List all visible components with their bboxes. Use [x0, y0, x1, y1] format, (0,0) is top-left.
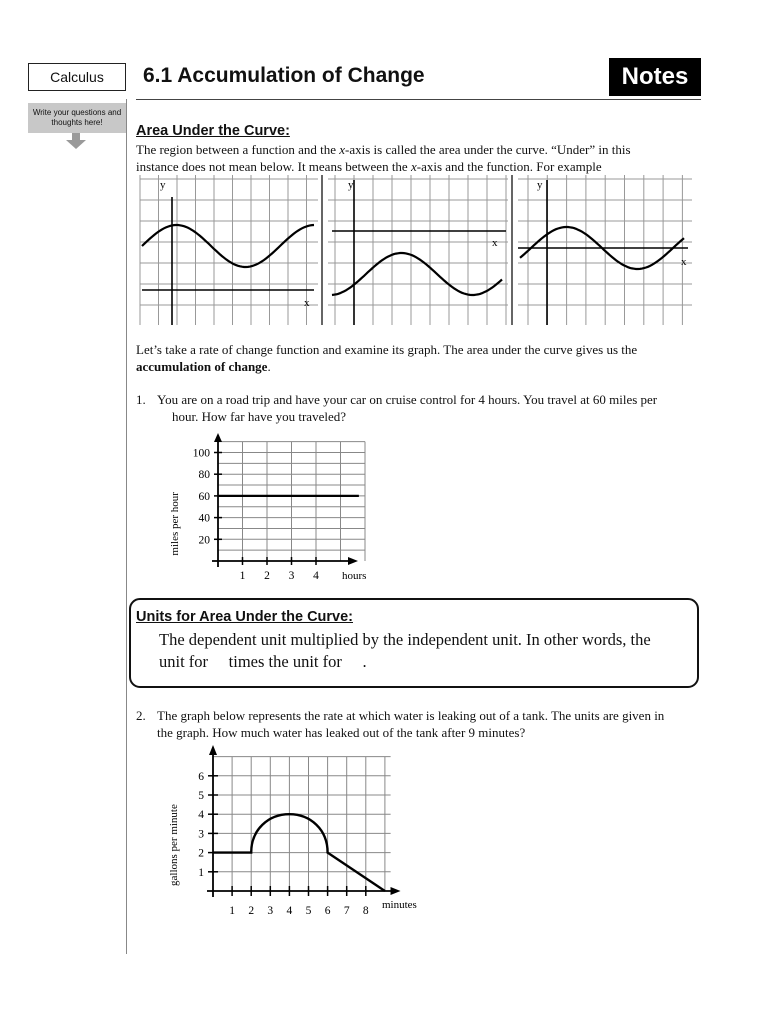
down-arrow-head-icon: [66, 140, 86, 149]
area-paragraph: [136, 142, 706, 175]
x-variable: x: [410, 158, 417, 174]
intro-bold-term: accumulation of change: [136, 358, 268, 374]
x-tick-label: 2: [248, 905, 255, 917]
problem-1-line-2: hour. How far have you traveled?: [172, 408, 346, 424]
x-tick-label: 6: [324, 905, 331, 917]
y-tick-label: 100: [192, 447, 210, 460]
x-tick-label: 3: [267, 905, 274, 917]
area-text: -axis and the function. For example: [416, 158, 602, 174]
y-tick-label: 4: [198, 809, 204, 822]
area-heading: Area Under the Curve:: [136, 123, 290, 139]
x-axis-arrow: [391, 887, 401, 895]
x-variable: x: [339, 142, 346, 157]
down-arrow-icon: [72, 133, 80, 140]
header-divider: [136, 99, 701, 100]
x-tick-label: 4: [286, 905, 293, 917]
area-text: -axis is called the area under the curve. “Under” in this: [345, 142, 631, 157]
x-tick-label: 4: [313, 570, 319, 582]
margin-note-text: Write your questions and thoughts here!: [32, 108, 122, 127]
y-tick-label: 6: [198, 770, 204, 783]
problem-1-number: 1.: [136, 392, 146, 407]
y-axis-label: y: [537, 179, 543, 191]
x-axis-label: x: [492, 237, 498, 249]
y-tick-label: 3: [198, 828, 204, 841]
x-axis-label: x: [304, 297, 310, 309]
problem-1-text: [157, 392, 707, 425]
area-text: instance does not mean below. It means between the: [136, 158, 411, 174]
example-graphs: [136, 175, 696, 330]
margin-note: [28, 103, 126, 133]
area-text: The region between a function and the: [136, 142, 340, 157]
intro-end: .: [267, 358, 271, 374]
intro-line-1: Let’s take a rate of change function and examine its graph. The area under the curve gives us the: [136, 342, 638, 357]
x-axis-label: x: [681, 256, 687, 268]
notes-badge: Notes: [609, 58, 701, 96]
y-axis-label: y: [348, 179, 354, 191]
x-tick-label: 5: [305, 905, 312, 917]
units-body: [159, 629, 699, 673]
y-axis-label: y: [160, 179, 166, 191]
units-line-1: The dependent unit multiplied by the independent unit. In other words, the: [159, 630, 651, 649]
y-tick-label: 20: [198, 534, 210, 547]
y-tick-label: 5: [198, 790, 204, 802]
units-heading: Units for Area Under the Curve:: [136, 609, 353, 625]
units-line-2: unit for times the unit for .: [159, 652, 367, 671]
problem-2-line-2: the graph. How much water has leaked out of the tank after 9 minutes?: [157, 724, 526, 740]
leak-chart-ylabel: gallons per minute: [168, 804, 180, 886]
page-title: 6.1 Accumulation of Change: [143, 64, 425, 87]
y-tick-label: 2: [198, 847, 204, 860]
margin-divider: [126, 99, 127, 954]
x-axis-arrow: [348, 557, 358, 565]
y-axis-arrow: [209, 745, 217, 755]
speed-chart-xlabel: hours: [342, 570, 367, 582]
intro-paragraph: [136, 342, 706, 375]
course-label: Calculus: [28, 63, 126, 91]
problem-2-line-1: The graph below represents the rate at which water is leaking out of a tank. The units are given in: [157, 708, 665, 723]
x-tick-label: 1: [229, 905, 235, 917]
y-tick-label: 40: [198, 512, 210, 525]
problem-2-number: 2.: [136, 708, 146, 723]
x-tick-label: 2: [264, 570, 270, 582]
leak-chart: [160, 743, 440, 923]
problem-1-line-1: You are on a road trip and have your car on cruise control for 4 hours. You travel at 60 miles per: [157, 392, 658, 407]
curve-below-axis: [332, 253, 502, 295]
leak-chart-xlabel: minutes: [382, 899, 417, 911]
y-tick-label: 60: [198, 490, 210, 503]
speed-chart-ylabel: miles per hour: [169, 492, 181, 556]
y-tick-label: 80: [198, 469, 210, 482]
x-tick-label: 1: [239, 570, 246, 582]
intro-line-2: [136, 359, 706, 376]
area-line-2: [136, 159, 706, 176]
y-axis-arrow: [214, 433, 222, 442]
area-line-1: [136, 142, 706, 159]
x-tick-label: 8: [362, 905, 369, 917]
y-tick-label: 1: [198, 866, 204, 879]
problem-2-text: [157, 708, 707, 741]
x-tick-label: 3: [288, 570, 295, 582]
speed-chart: [160, 430, 390, 590]
x-tick-label: 7: [343, 905, 350, 917]
